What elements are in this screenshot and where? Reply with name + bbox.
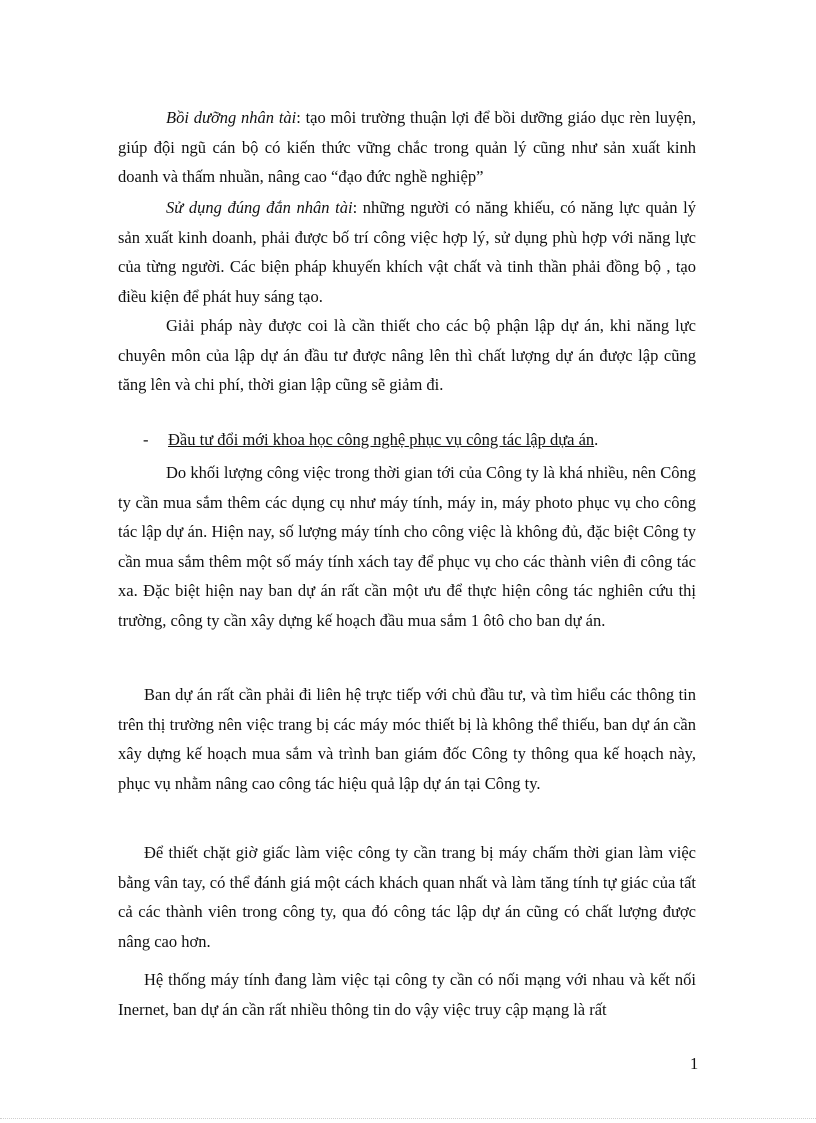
paragraph-ban-du-an: Ban dự án rất cần phải đi liên hệ trực tiếp với chủ đầu tư, và tìm hiểu các thông tin trên thị trường nên việc trang bị các máy móc thiết bị là không thể thiếu, ban dự án cần xây dựng kế hoạch mua sắm và trình ban giám đốc Công ty thông qua kế hoạch này, phục vụ nhằm nâng cao công tác hiệu quả lập dự án tại Công ty. [118, 685, 696, 793]
paragraph-he-thong-may-tinh: Hệ thống máy tính đang làm việc tại công ty cần có nối mạng với nhau và kết nối Inernet, ban dự án cần rất nhiều thông tin do vậy việc truy cập mạng là rất [118, 970, 696, 1019]
paragraph-lead-italic: Sử dụng đúng đắn nhân tài [166, 198, 353, 217]
paragraph-boi-duong-nhan-tai [118, 103, 696, 192]
paragraph-text: : những người có năng khiếu, có năng lực quản lý sản xuất kinh doanh, phải được bố trí công việc hợp lý, sử dụng phù hợp với năng lực của từng người. Các biện pháp khuyến khích vật chất và tinh thần phải đồng bộ , tạo điều kiện để phát huy sáng tạo. [118, 198, 696, 306]
paragraph-text: : tạo môi trường thuận lợi để bồi dưỡng giáo dục rèn luyện, giúp đội ngũ cán bộ có kiến thức vững chắc trong quản lý cũng như sản xuất kinh doanh và thấm nhuần, nâng cao “đạo đức nghề nghiệp” [118, 108, 696, 186]
bullet-heading-period: . [594, 430, 599, 449]
paragraph-lead-italic: Bồi dưỡng nhân tài [166, 108, 297, 127]
bullet-heading-text: Đầu tư đổi mới khoa học công nghệ phục vụ công tác lập dựa án [168, 430, 595, 449]
bullet-heading [143, 425, 598, 455]
paragraph-mua-sam-thiet-bi: Do khối lượng công việc trong thời gian tới của Công ty là khá nhiều, nên Công ty cần mua sắm thêm các dụng cụ như máy tính, máy in, máy photo phục vụ cho công tác lập dự án. Hiện nay, số lượng máy tính cho công việc là không đủ, đặc biệt Công ty cần mua sắm thêm một số máy tính xách tay để phục vụ cho các thành viên đi công tác xa. Đặc biệt hiện nay ban dự án rất cần một ưu để thực hiện công tác nghiên cứu thị trường, công ty cần xây dựng kế hoạch đầu mua sắm 1 ôtô cho ban dự án. [118, 463, 696, 630]
page-bottom-divider [0, 1118, 816, 1119]
page-number: 1 [690, 1054, 699, 1073]
bullet-dash: - [143, 430, 149, 449]
paragraph-su-dung-nhan-tai [118, 193, 696, 311]
paragraph-giai-phap: Giải pháp này được coi là cần thiết cho các bộ phận lập dự án, khi năng lực chuyên môn của lập dự án đầu tư được nâng lên thì chất lượng dự án được lập cũng tăng lên và chi phí, thời gian lập cũng sẽ giảm đi. [118, 316, 696, 394]
paragraph-may-cham-cong: Để thiết chặt giờ giấc làm việc công ty cần trang bị máy chấm thời gian làm việc bằng vân tay, có thể đánh giá một cách khách quan nhất và làm tăng tính tự giác của tất cả các thành viên trong công ty, qua đó công tác lập dự án cũng có chất lượng được nâng cao hơn. [118, 843, 696, 951]
